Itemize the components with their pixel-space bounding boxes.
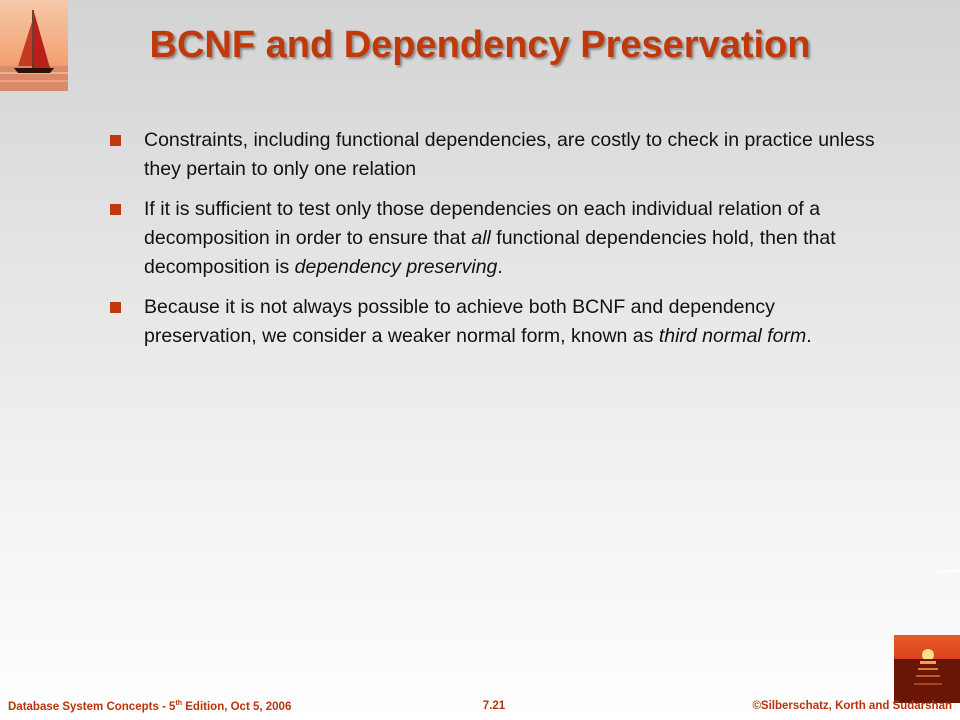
- footer-edition-text: Edition, Oct 5, 2006: [182, 700, 292, 713]
- bullet-list: [108, 126, 888, 362]
- bullet-text: functional dependencies hold, then that decomposition is: [144, 227, 836, 278]
- bullet-text: .: [497, 256, 503, 278]
- footer-course-text: Database System Concepts - 5: [8, 700, 176, 713]
- emphasis-text: third normal form: [658, 325, 807, 347]
- footer-copyright: ©Silberschatz, Korth and Sudarshan: [752, 700, 952, 712]
- bullet-text: If it is sufficient to test only those dependencies on each individual relation of a decomposition in order to ensure that: [144, 198, 821, 249]
- emphasis-text: all: [471, 227, 491, 249]
- footer-page-number: 7.21: [482, 700, 506, 712]
- slide-title: BCNF and Dependency Preservation: [149, 24, 811, 66]
- decorative-swoosh: [935, 570, 960, 580]
- bullet-item: [108, 293, 888, 351]
- bullet-item: [108, 126, 888, 184]
- bullet-text: Constraints, including functional dependencies, are costly to check in practice unless they pertain to only one relation: [144, 129, 875, 180]
- bullet-text: Because it is not always possible to achieve both BCNF and dependency preservation, we consider a weaker normal form, known as: [144, 296, 775, 347]
- bullet-square-icon: [110, 135, 121, 146]
- bullet-square-icon: [110, 204, 121, 215]
- bullet-text: .: [806, 325, 812, 347]
- emphasis-text: dependency preserving: [294, 256, 498, 278]
- footer-superscript: th: [175, 700, 183, 707]
- bullet-square-icon: [110, 302, 121, 313]
- bullet-item: [108, 195, 888, 282]
- sunset-logo: [894, 635, 960, 703]
